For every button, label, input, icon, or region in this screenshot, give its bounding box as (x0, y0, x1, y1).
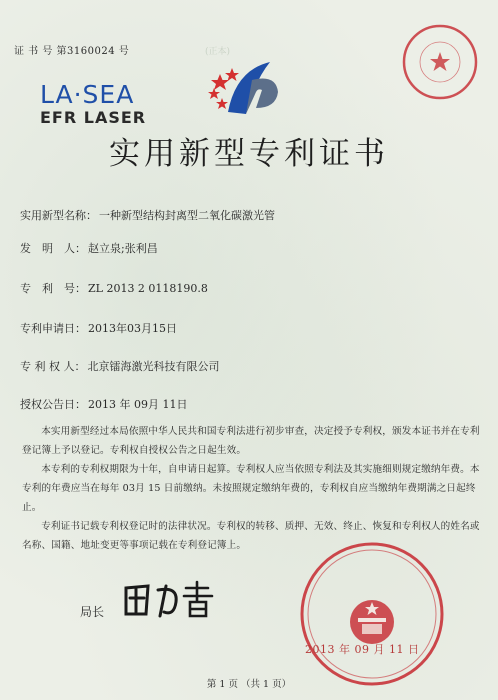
grant-date-field (20, 396, 187, 412)
field-label: 专 利 权 人： (20, 360, 86, 373)
logo-wordmark: LA·SEA (40, 80, 135, 109)
utility-model-name: 一种新型结构封离型二氧化碳激光管 (99, 209, 275, 222)
body-paragraph-2: 本专利的专利权期限为十年，自申请日起算。专利权人应当依照专利法及其实施细则规定缴纳年费。本专利的年费应当在每年 03月 15 日前缴纳。未按照规定缴纳年费的，专利权自应当缴纳年费期满之日起终止。 (22, 464, 480, 513)
utility-model-name-field (20, 207, 275, 223)
patent-number: ZL 2013 2 0118190.8 (88, 282, 208, 295)
watermark-text: (正本) (205, 47, 231, 57)
national-ip-office-seal (298, 540, 446, 688)
logo-subtitle: EFR LASER (40, 108, 147, 127)
field-label: 发 明 人： (20, 242, 86, 255)
page-number: 第 1 页 （共 1 页） (206, 679, 292, 690)
field-label: 实用新型名称： (20, 209, 97, 222)
field-label: 专利申请日： (20, 322, 86, 335)
company-logo (40, 82, 146, 128)
seal-date: 2013 年 09 月 11 日 (305, 643, 420, 656)
director-signature (120, 578, 220, 626)
patent-number-field (20, 280, 208, 296)
body-paragraph-1: 本实用新型经过本局依照中华人民共和国专利法进行初步审查，决定授予专利权，颁发本证书并在专利登记簿上予以登记。专利权自授权公告之日起生效。 (22, 426, 480, 456)
field-label: 专 利 号： (20, 282, 86, 295)
signature-strokes (120, 578, 220, 622)
field-label: 授权公告日： (20, 398, 86, 411)
grant-date: 2013 年 09月 11日 (88, 398, 188, 411)
certificate-title: 实用新型专利证书 (109, 136, 389, 172)
inventor-field (20, 240, 158, 256)
filing-date: 2013年03月15日 (88, 322, 177, 335)
patentee-field (20, 358, 220, 374)
body-paragraph-3: 专利证书记载专利权登记时的法律状况。专利权的转移、质押、无效、终止、恢复和专利权人的姓名或名称、国籍、地址变更等事项记载在专利登记簿上。 (22, 521, 480, 551)
patentee-name: 北京镭海激光科技有限公司 (87, 360, 220, 373)
director-label: 局长 (80, 605, 105, 619)
filing-date-field (20, 320, 177, 336)
patent-office-emblem-icon (200, 52, 300, 124)
agency-seal-stamp (400, 22, 480, 102)
certificate-body (22, 422, 480, 555)
certificate-number: 证 书 号 第3160024 号 (14, 46, 130, 57)
inventor-names: 赵立泉;张利昌 (88, 242, 158, 255)
